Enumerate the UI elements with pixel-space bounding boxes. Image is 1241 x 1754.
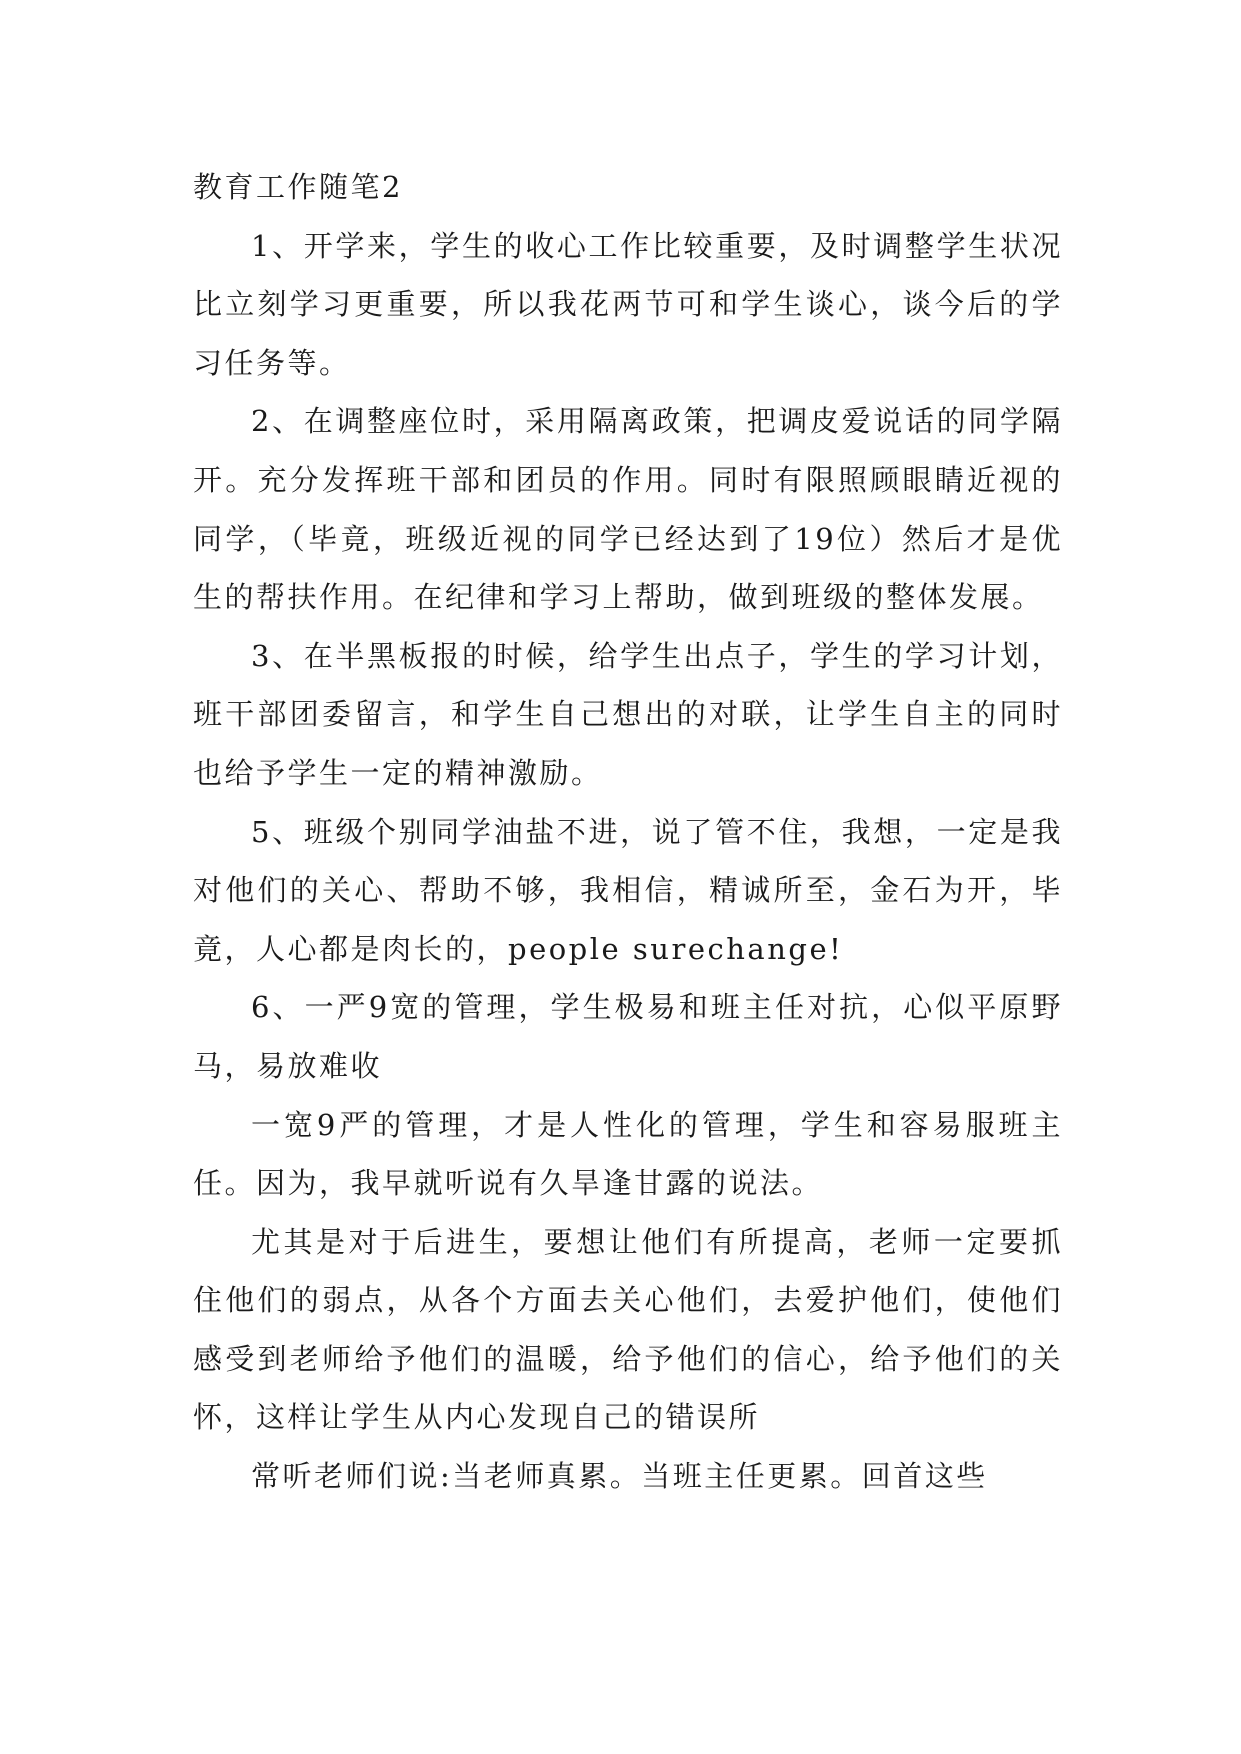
document-title: 教育工作随笔2: [193, 170, 403, 204]
paragraph: 1、开学来，学生的收心工作比较重要，及时调整学生状况比立刻学习更重要，所以我花两节可和学生谈心，谈今后的学习任务等。: [193, 228, 1063, 380]
paragraph: 尤其是对于后进生，要想让他们有所提高，老师一定要抓住他们的弱点，从各个方面去关心他们，去爱护他们，使他们感受到老师给予他们的温暖，给予他们的信心，给予他们的关怀，这样让学生从内心发现自己的错误所: [193, 1224, 1063, 1435]
paragraph: 6、一严9宽的管理，学生极易和班主任对抗，心似平原野马，易放难收: [193, 990, 1063, 1083]
paragraph: 2、在调整座位时，采用隔离政策，把调皮爱说话的同学隔开。充分发挥班干部和团员的作用。同时有限照顾眼睛近视的同学，（毕竟，班级近视的同学已经达到了19位）然后才是优生的帮扶作用。在纪律和学习上帮助，做到班级的整体发展。: [193, 404, 1063, 615]
paragraph: 常听老师们说:当老师真累。当班主任更累。回首这些: [251, 1459, 988, 1494]
paragraph: 一宽9严的管理，才是人性化的管理，学生和容易服班主任。因为，我早就听说有久旱逢甘露的说法。: [193, 1107, 1063, 1201]
document-body: [193, 158, 1063, 1506]
paragraph: 5、班级个别同学油盐不进，说了管不住，我想，一定是我对他们的关心、帮助不够，我相信，精诚所至，金石为开，毕竟，人心都是肉长的，people surechange!: [193, 814, 1063, 966]
paragraph: 3、在半黑板报的时候，给学生出点子，学生的学习计划，班干部团委留言，和学生自己想出的对联，让学生自主的同时也给予学生一定的精神激励。: [193, 638, 1063, 790]
